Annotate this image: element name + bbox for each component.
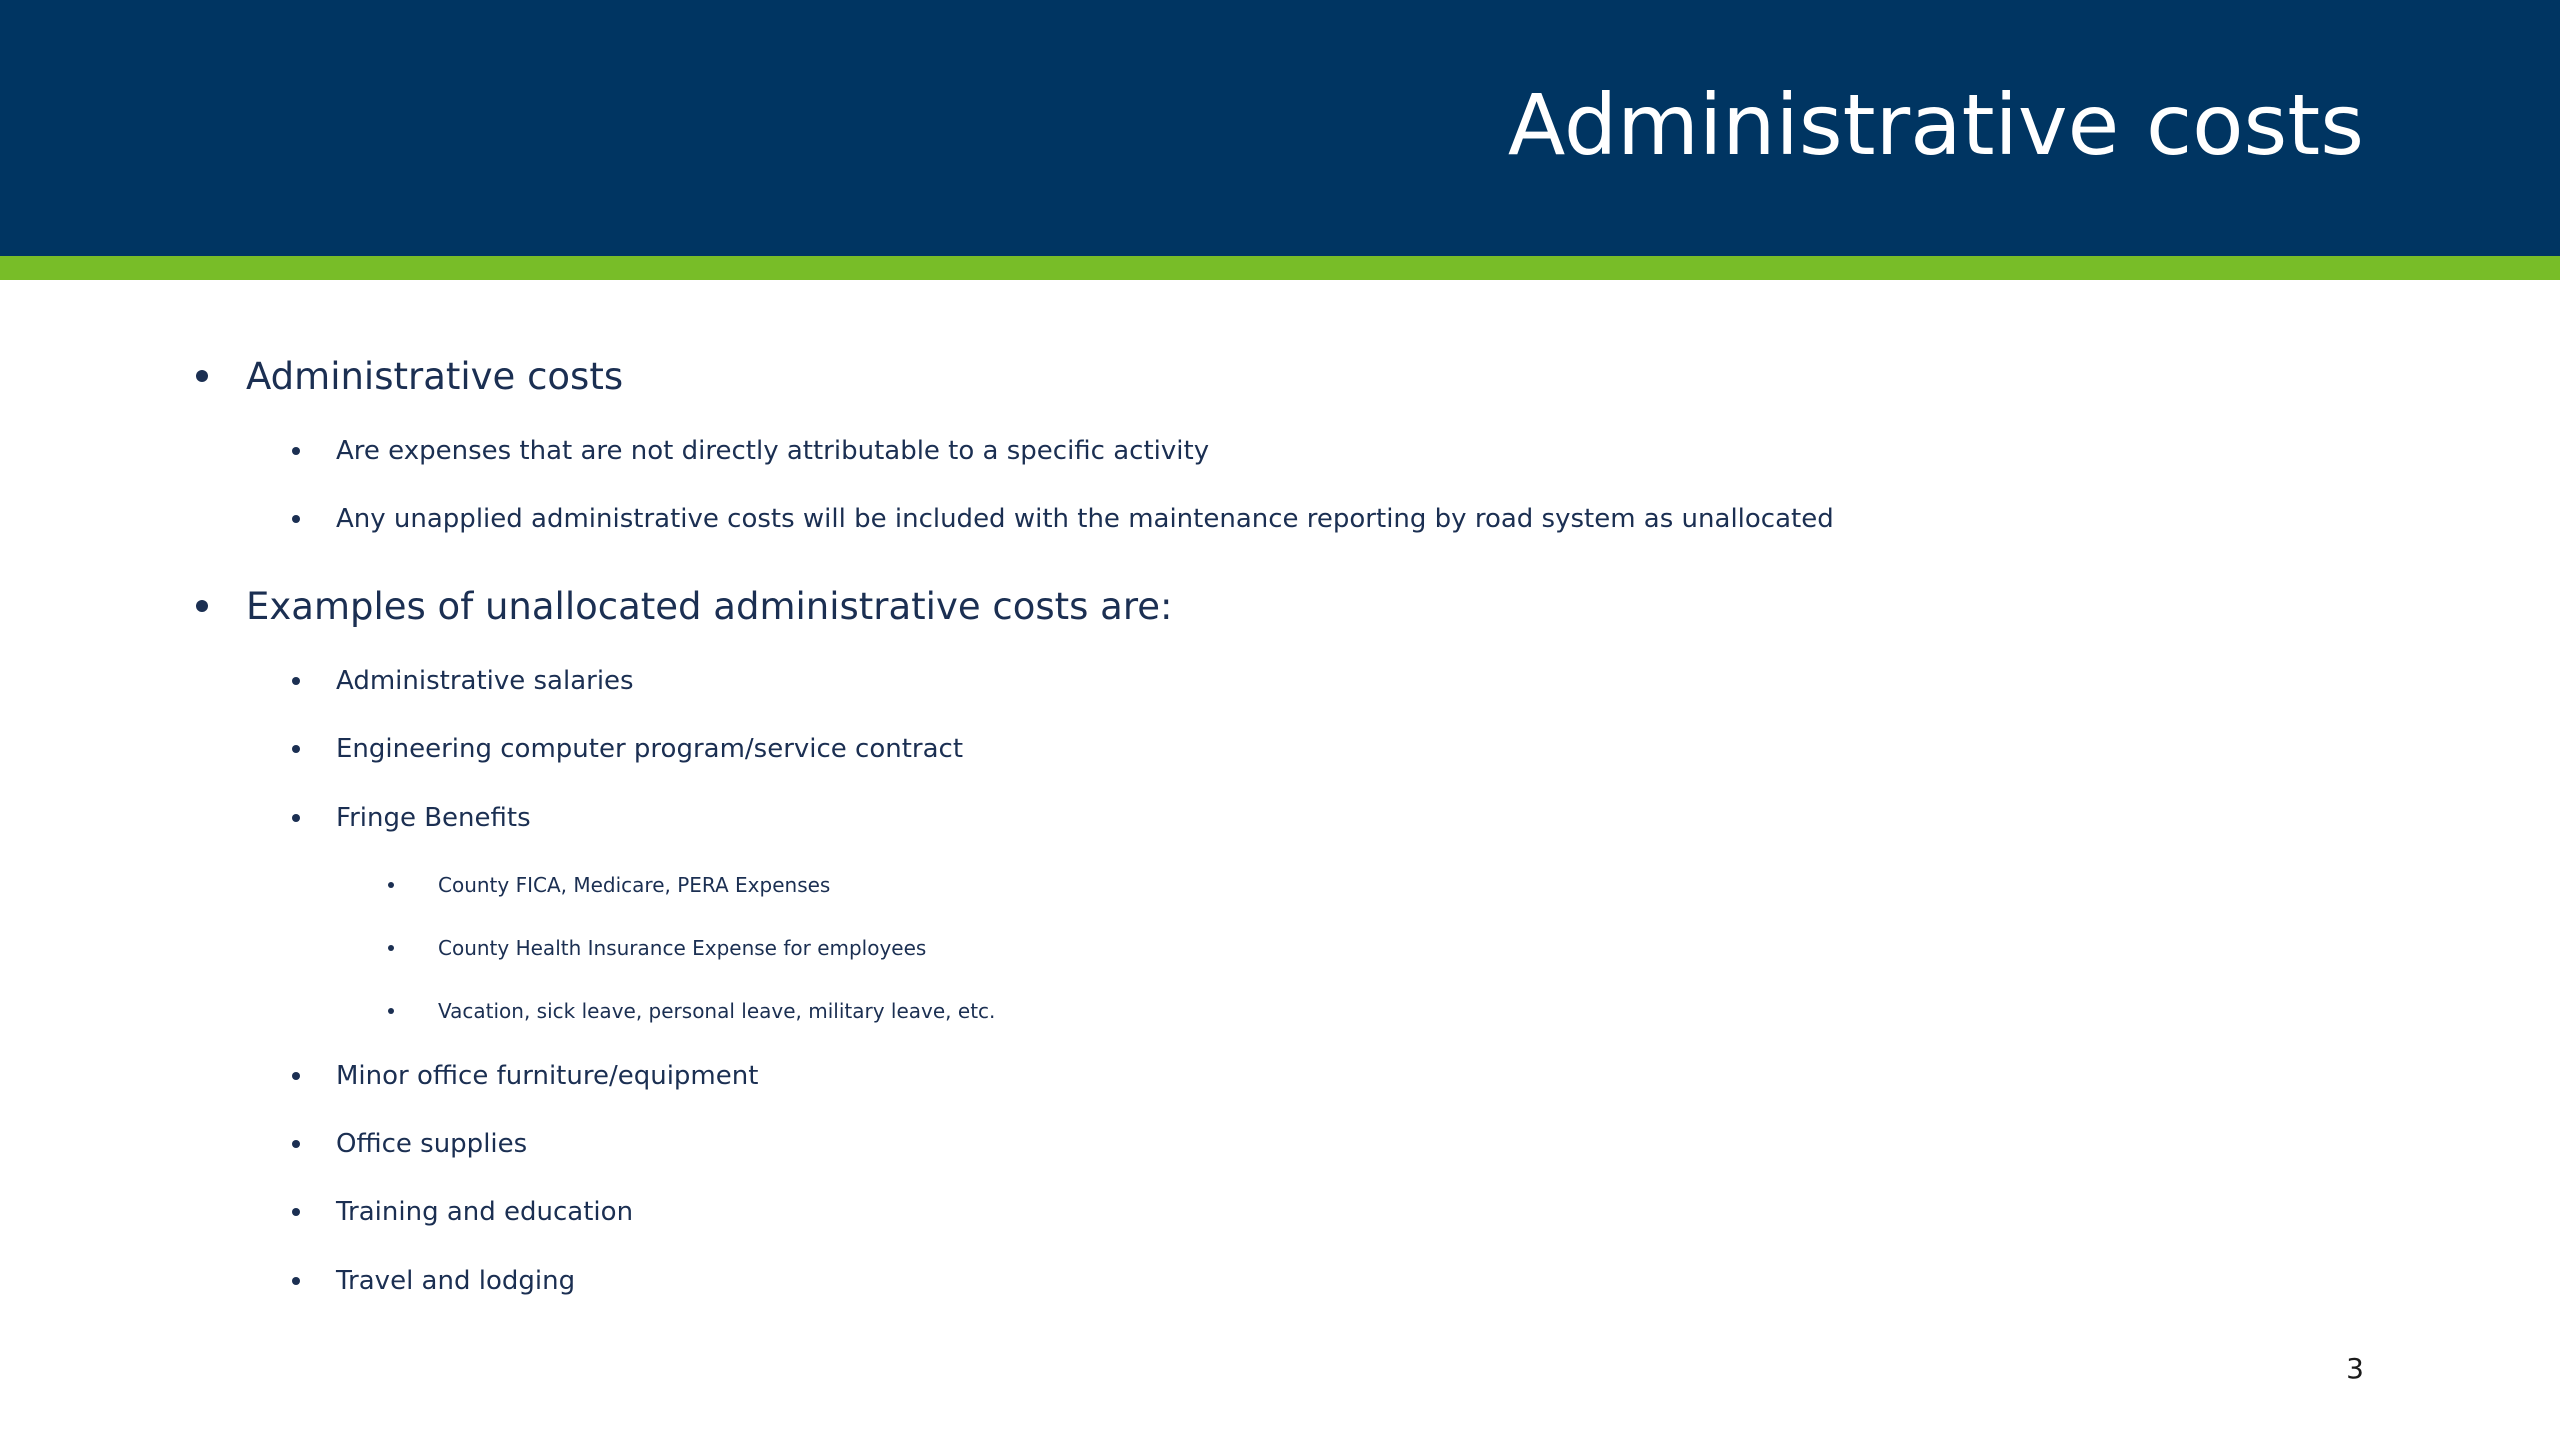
- bullet-dot-icon: [388, 945, 394, 951]
- list-item: Are expenses that are not directly attributable to a specific activity: [336, 436, 1210, 466]
- sub-list-item: County FICA, Medicare, PERA Expenses: [438, 873, 831, 897]
- bullet-level2-row: [292, 494, 1834, 544]
- bullet-level3-row: [388, 989, 995, 1033]
- section-heading: Examples of unallocated administrative costs are:: [246, 584, 1173, 628]
- bullet-level1-row: [196, 346, 623, 406]
- list-item: Minor office furniture/equipment: [336, 1061, 759, 1091]
- bullet-dot-icon: [292, 1140, 300, 1148]
- list-item: Travel and lodging: [336, 1266, 576, 1296]
- page-number: 3: [2346, 1352, 2364, 1385]
- bullet-dot-icon: [388, 1008, 394, 1014]
- sub-list-item: County Health Insurance Expense for employees: [438, 936, 927, 960]
- bullet-dot-icon: [292, 677, 300, 685]
- bullet-dot-icon: [196, 600, 208, 612]
- bullet-dot-icon: [292, 1072, 300, 1080]
- bullet-dot-icon: [196, 370, 208, 382]
- bullet-level2-row: [292, 724, 963, 774]
- bullet-level3-row: [388, 863, 830, 907]
- bullet-dot-icon: [292, 1277, 300, 1285]
- slide-title: Administrative costs: [1507, 76, 2364, 174]
- list-item: Administrative salaries: [336, 666, 634, 696]
- bullet-level2-row: [292, 793, 531, 843]
- list-item: Office supplies: [336, 1129, 528, 1159]
- bullet-dot-icon: [292, 447, 300, 455]
- bullet-level2-row: [292, 1256, 575, 1306]
- list-item: Training and education: [336, 1197, 634, 1227]
- list-item: Any unapplied administrative costs will be included with the maintenance reporting by road system as unallocated: [336, 504, 1834, 534]
- bullet-dot-icon: [388, 882, 394, 888]
- bullet-level3-row: [388, 926, 926, 970]
- bullet-dot-icon: [292, 745, 300, 753]
- bullet-dot-icon: [292, 515, 300, 523]
- bullet-dot-icon: [292, 814, 300, 822]
- sub-list-item: Vacation, sick leave, personal leave, military leave, etc.: [438, 999, 996, 1023]
- bullet-level2-row: [292, 1187, 633, 1237]
- bullet-level2-row: [292, 426, 1209, 476]
- section-heading: Administrative costs: [246, 354, 624, 398]
- list-item: Fringe Benefits: [336, 803, 531, 833]
- bullet-level2-row: [292, 656, 634, 706]
- list-item: Engineering computer program/service contract: [336, 734, 964, 764]
- bullet-dot-icon: [292, 1208, 300, 1216]
- bullet-level2-row: [292, 1051, 758, 1101]
- bullet-level1-row: [196, 576, 1172, 636]
- bullet-level2-row: [292, 1119, 527, 1169]
